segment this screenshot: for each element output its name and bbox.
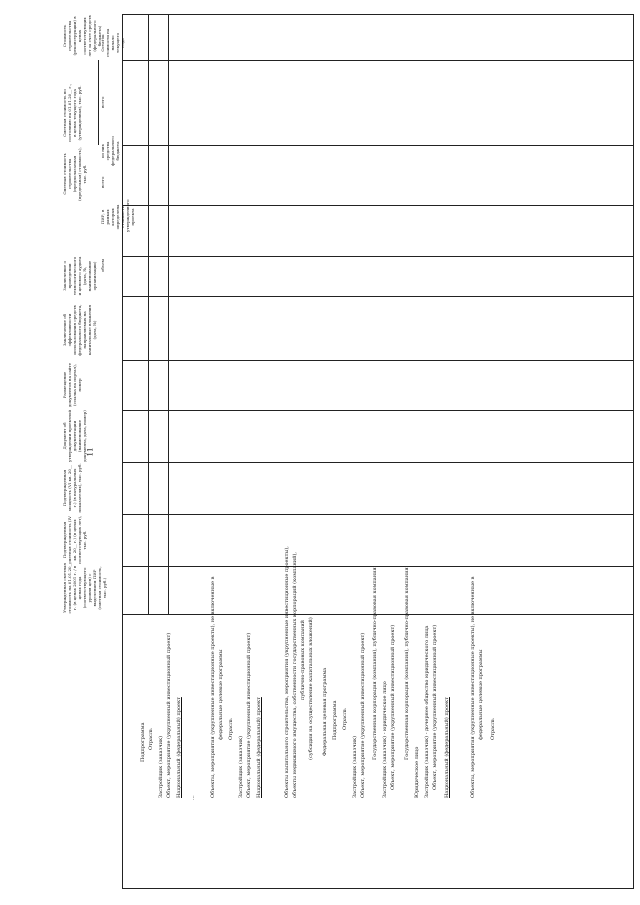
row-text: Объекты, мероприятия (укрупненные инвестиционные проекты), не включенные в <box>210 576 216 798</box>
row-text: Юридическое лицо <box>414 746 420 798</box>
row-text: Отрасль <box>342 708 348 730</box>
row-text: ... <box>190 795 196 800</box>
row-text: Отрасль <box>148 728 154 750</box>
row-text: Отрасль <box>490 718 496 740</box>
row-text: Федеральная целевая программа <box>322 667 328 756</box>
row-text: Застройщик (заказчик) <box>238 735 244 798</box>
col-divider <box>122 60 634 61</box>
col-divider <box>122 296 634 297</box>
col-divider <box>122 514 634 515</box>
col-divider <box>122 256 634 257</box>
row-text: Национальный (федеральный) проект <box>444 697 450 798</box>
header-col-2: Подтвержденная мощность (VI кв. 20__ г.) (в натуральных показателях), тыс. руб. <box>62 463 82 513</box>
header-col-9: Стоимость строительства (реконструкции) в ценах соответствующих лет за счет средств (федерального бюджета) <box>62 15 102 57</box>
col-divider <box>122 360 634 361</box>
page-number: 11 <box>86 447 95 457</box>
row-text: Объект, мероприятие (укрупненный инвестиционный проект) <box>166 632 172 798</box>
row-text: Объекты капитального строительства, мероприятия (укрупненные инвестиционные проекты), <box>284 546 290 798</box>
row-text: Объект, мероприятие (укрупненный инвестиционный проект) <box>432 624 438 790</box>
row-text: Застройщик (заказчик) <box>158 735 164 798</box>
col-divider <box>122 462 634 463</box>
row-text: Национальный (федеральный) проект <box>176 697 182 798</box>
header-col-0: Утвержденная сметная стоимость на 01.01.20__ г. (в ценах 2001 г. / в ценах года (соответствующего уровня цен) с выделением ПИР (сметная стоимость, тыс. руб.) <box>62 562 107 614</box>
sub-current-0: всего <box>100 176 105 188</box>
row-text: Объект, мероприятие (укрупненный инвестиционный проект) <box>246 632 252 798</box>
row-text: Объекты, мероприятия (укрупненные инвестиционные проекты), не включенные в <box>470 576 476 798</box>
header-divider <box>148 14 149 614</box>
sub-construction-1: Остаток стоимости на начало текущего года <box>100 28 125 58</box>
sub-estimate-1: ПИР, в рамках которых определена стоимость утвержденного проекта <box>100 199 135 232</box>
row-text: федеральные целевые программы <box>478 649 484 740</box>
row-text: Подпрограмма <box>332 700 338 740</box>
row-text: Отрасль <box>228 718 234 740</box>
header-col-7: Сметная стоимость строительства (предполагаемая (предельная) стоимость), тыс. руб. <box>62 147 87 201</box>
sub-current-1: из них средства федерального бюджета <box>100 136 120 166</box>
row-text: Застройщик (заказчик) - дочернее общество юридического лица <box>424 625 430 798</box>
col-divider <box>122 145 634 146</box>
row-text: Государственная корпорация (компания), публично-правовая компания <box>404 567 410 760</box>
row-text: (субсидии на осуществление капитальных вложений) <box>308 617 314 760</box>
sub-estimate-0: объем <box>100 259 105 272</box>
header-col-1: Подтвержденная сметная стоимость (IV кв. 20__ г.) (в ценах соответствующих лет), тыс. руб. <box>62 515 87 565</box>
row-text: Застройщик (заказчик) - юридическое лицо <box>382 681 388 798</box>
row-text: Национальный (федеральный) проект <box>256 697 262 798</box>
subheader-divider <box>98 60 99 145</box>
row-text: публично-правовых компаний <box>300 619 306 700</box>
header-col-6: Заключение о проведении технологического и ценового аудита (дата, №, наименование организации) <box>62 256 97 296</box>
row-text: Объект, мероприятие (укрупненный инвестиционный проект) <box>360 632 366 798</box>
header-col-4: Размещение документов на сайте (ссылка на портал), номер <box>62 362 82 408</box>
header-divider <box>168 14 169 614</box>
row-text: Государственная корпорация (компания), публично-правовая компания <box>372 567 378 760</box>
header-col-5: Заключение об эффективности использования средств федерального бюджета, направляемых на капитальные вложения (дата, №) <box>62 304 97 356</box>
row-text: федеральные целевые программы <box>218 649 224 740</box>
col-divider <box>122 410 634 411</box>
row-text: Застройщик (заказчик) <box>352 735 358 798</box>
sub-construction-0: всего <box>100 96 105 108</box>
row-text: Подпрограмма <box>140 722 146 762</box>
row-text: объекты недвижимого имущества, собственности государственных корпораций (компаний), <box>292 551 298 798</box>
row-text: Объект, мероприятие (укрупненный инвестиционный проект) <box>390 624 396 790</box>
header-col-8: Сметная стоимость по состоянию на 01.01.20__ г., в ценах текущего года (утвержденная), тыс. руб. <box>62 83 82 143</box>
col-divider <box>122 205 634 206</box>
col-divider <box>122 614 634 615</box>
header-col-3: Документ об утверждении проектной документации (наименование документа, дата, номер) <box>62 410 87 462</box>
col-divider <box>122 566 634 567</box>
